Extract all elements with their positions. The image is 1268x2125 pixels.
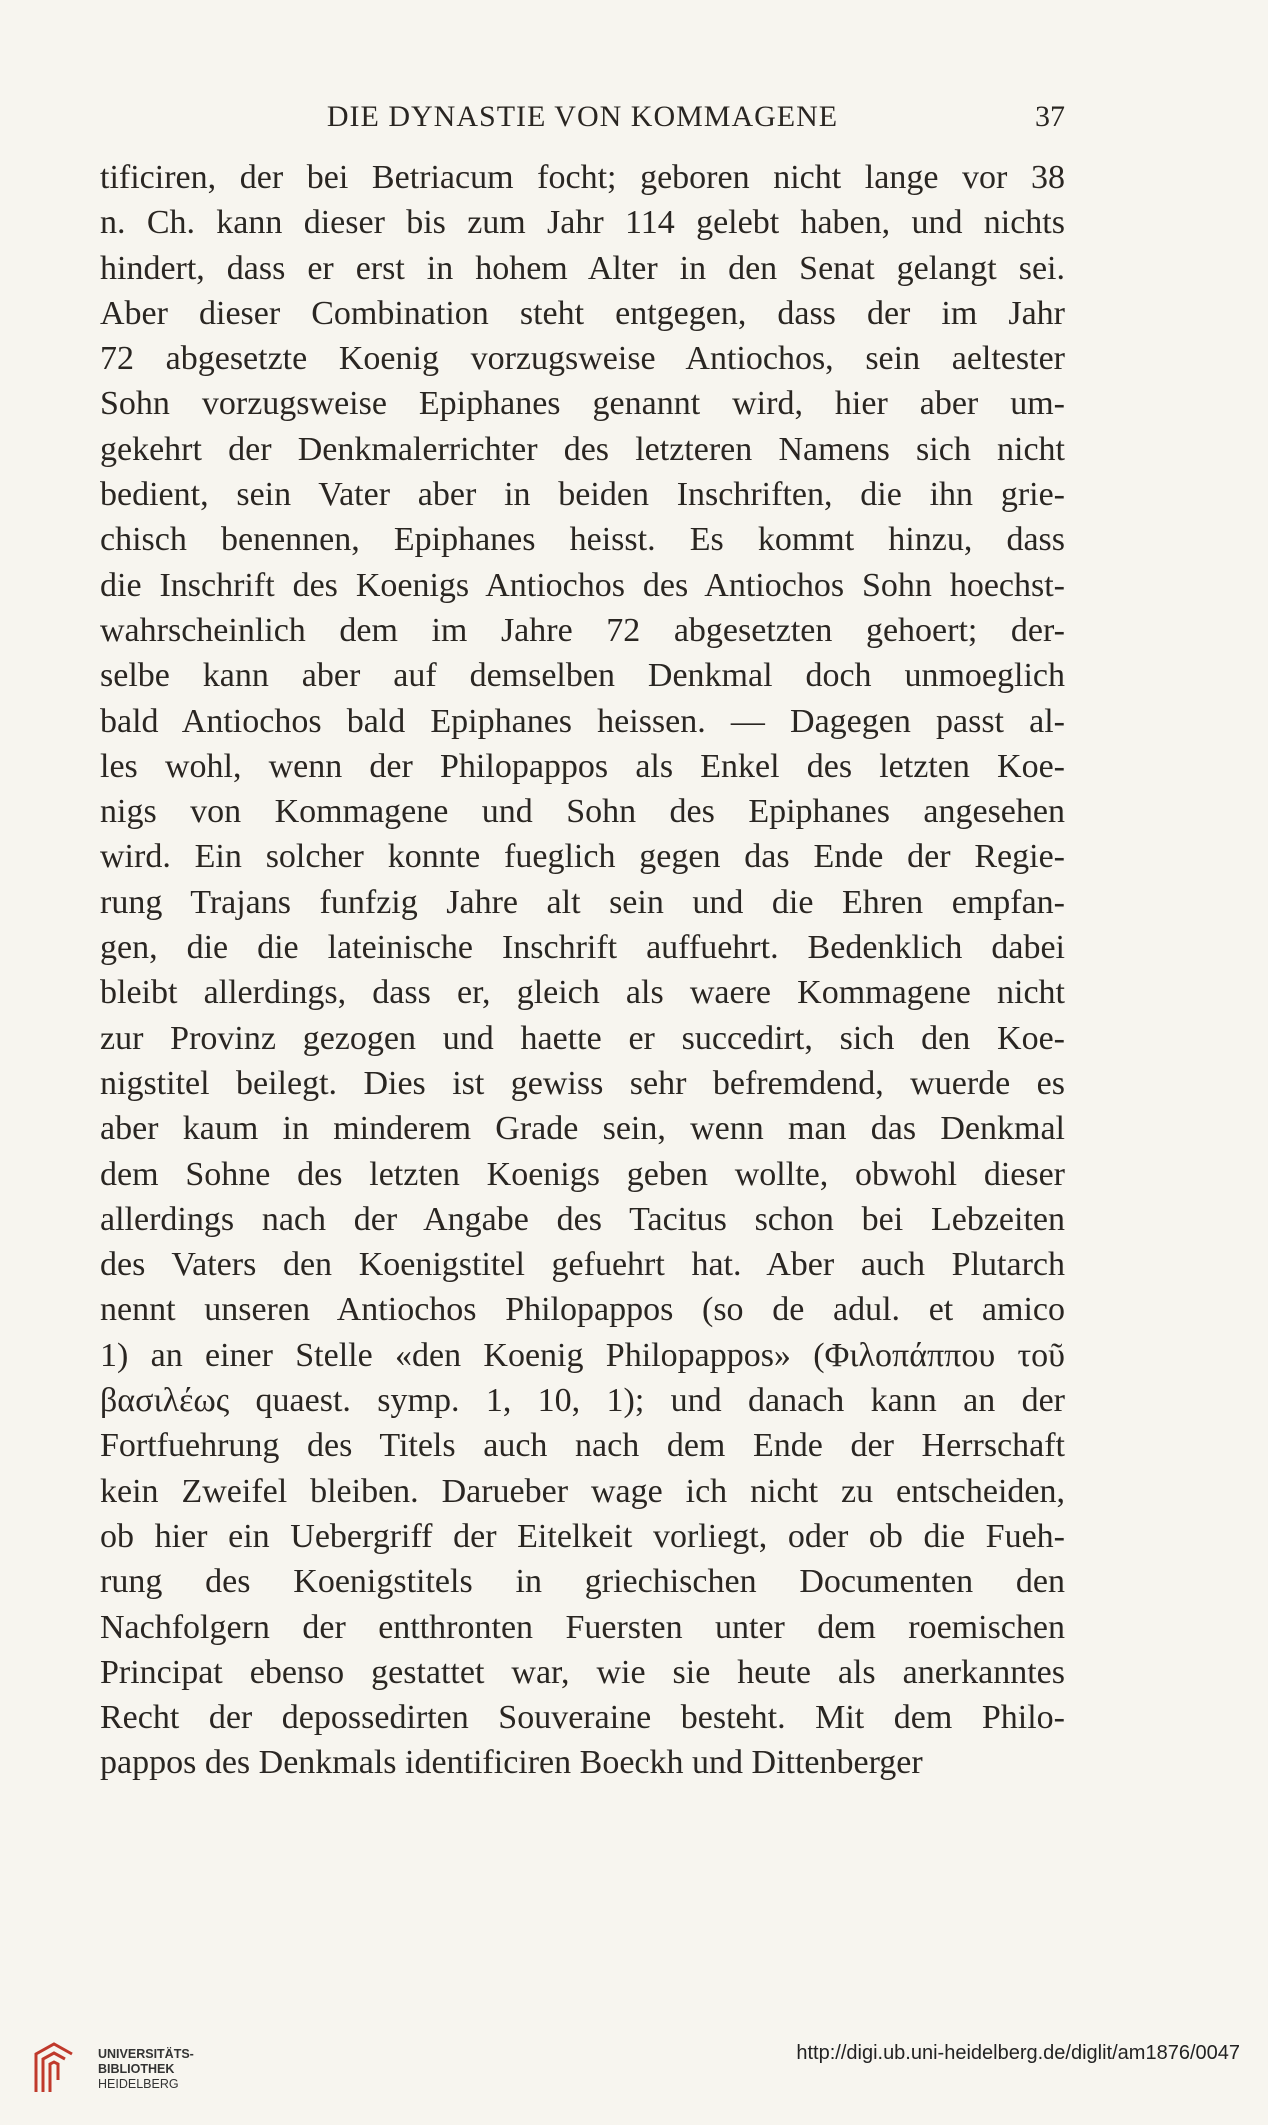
university-library-logo-icon (30, 2040, 78, 2096)
text-line: Fortfuehrung des Titels auch nach dem Ende der Herrschaft (100, 1427, 1065, 1465)
text-line: les wohl, wenn der Philopappos als Enkel des letzten Koe- (100, 747, 1065, 785)
text-line: des Vaters den Koenigstitel gefuehrt hat. Aber auch Plutarch (100, 1246, 1065, 1284)
page-header (100, 100, 1065, 144)
text-line: rung des Koenigstitels in griechischen Documenten den (100, 1563, 1065, 1601)
text-line: wird. Ein solcher konnte fueglich gegen das Ende der Regie- (100, 838, 1065, 876)
text-line: chisch benennen, Epiphanes heisst. Es kommt hinzu, dass (100, 521, 1065, 559)
page-footer (30, 2030, 1240, 2110)
text-line: bedient, sein Vater aber in beiden Inschriften, die ihn grie- (100, 476, 1065, 514)
text-line: wahrscheinlich dem im Jahre 72 abgesetzten gehoert; der- (100, 611, 1065, 649)
body-text (100, 155, 1065, 1786)
library-name-line2: BIBLIOTHEK (98, 2062, 175, 2076)
text-line: gekehrt der Denkmalerrichter des letzteren Namens sich nicht (100, 430, 1065, 468)
text-line: Sohn vorzugsweise Epiphanes genannt wird, hier aber um- (100, 385, 1065, 423)
text-line: selbe kann aber auf demselben Denkmal doch unmoeglich (100, 657, 1065, 695)
text-line: kein Zweifel bleiben. Darueber wage ich nicht zu entscheiden, (100, 1472, 1065, 1510)
text-line: pappos des Denkmals identificiren Boeckh und Dittenberger (100, 1744, 923, 1782)
source-url[interactable]: http://digi.ub.uni-heidelberg.de/diglit/am1876/0047 (796, 2042, 1240, 2064)
text-line: βασιλέως quaest. symp. 1, 10, 1); und danach kann an der (100, 1382, 1065, 1420)
library-name-line3: HEIDELBERG (98, 2077, 179, 2091)
text-line: die Inschrift des Koenigs Antiochos des Antiochos Sohn hoechst- (100, 566, 1065, 604)
text-line: n. Ch. kann dieser bis zum Jahr 114 gelebt haben, und nichts (100, 204, 1065, 242)
text-line: Nachfolgern der entthronten Fuersten unter dem roemischen (100, 1608, 1065, 1646)
text-line: tificiren, der bei Betriacum focht; geboren nicht lange vor 38 (100, 159, 1065, 196)
text-line: dem Sohne des letzten Koenigs geben wollte, obwohl dieser (100, 1155, 1065, 1193)
text-line: aber kaum in minderem Grade sein, wenn man das Denkmal (100, 1110, 1065, 1148)
running-title: DIE DYNASTIE VON KOMMAGENE (326, 100, 839, 133)
text-line: gen, die die lateinische Inschrift auffuehrt. Bedenklich dabei (100, 929, 1065, 967)
text-line: zur Provinz gezogen und haette er succedirt, sich den Koe- (100, 1019, 1065, 1057)
text-line: nennt unseren Antiochos Philopappos (so de adul. et amico (100, 1291, 1065, 1329)
page-number: 37 (1035, 100, 1065, 133)
library-name-line1: UNIVERSITÄTS- (98, 2047, 194, 2061)
text-line: Aber dieser Combination steht entgegen, dass der im Jahr (100, 294, 1065, 332)
text-line: nigstitel beilegt. Dies ist gewiss sehr befremdend, wuerde es (100, 1064, 1065, 1102)
text-line: allerdings nach der Angabe des Tacitus schon bei Lebzeiten (100, 1200, 1065, 1238)
text-line: bald Antiochos bald Epiphanes heissen. — Dagegen passt al- (100, 702, 1065, 740)
text-line: ob hier ein Uebergriff der Eitelkeit vorliegt, oder ob die Fueh- (100, 1517, 1065, 1555)
text-line: nigs von Kommagene und Sohn des Epiphanes angesehen (100, 793, 1065, 831)
text-line: Recht der depossedirten Souveraine besteht. Mit dem Philo- (100, 1699, 1065, 1737)
text-line: hindert, dass er erst in hohem Alter in den Senat gelangt sei. (100, 249, 1065, 287)
text-line: 72 abgesetzte Koenig vorzugsweise Antiochos, sein aeltester (100, 340, 1065, 378)
text-line: 1) an einer Stelle «den Koenig Philopappos» (Φιλοπάππου τοῦ (100, 1336, 1065, 1374)
text-line: rung Trajans funfzig Jahre alt sein und die Ehren empfan- (100, 883, 1065, 921)
library-name (98, 2047, 194, 2092)
text-line: Principat ebenso gestattet war, wie sie heute als anerkanntes (100, 1653, 1065, 1691)
text-line: bleibt allerdings, dass er, gleich als waere Kommagene nicht (100, 974, 1065, 1012)
